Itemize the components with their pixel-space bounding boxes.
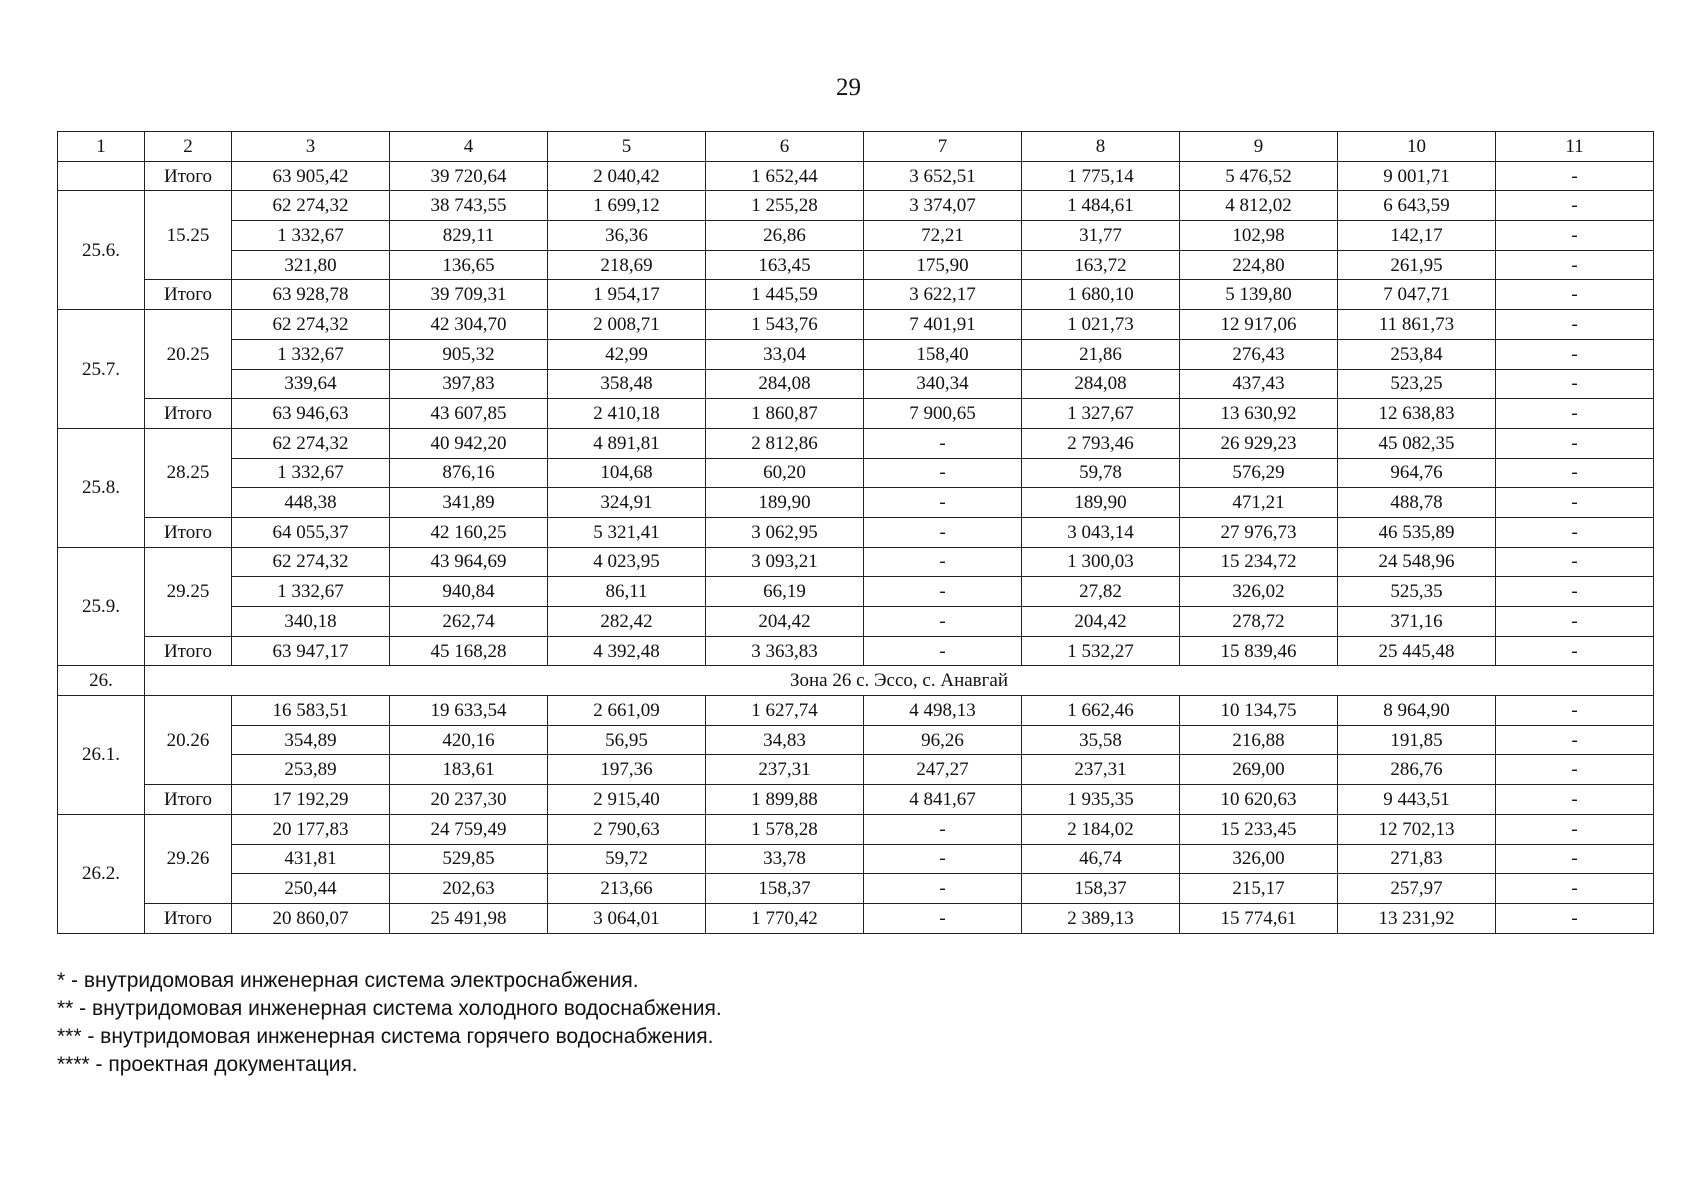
value-cell: - — [864, 547, 1022, 577]
value-cell: 431,81 — [232, 844, 390, 874]
value-cell: 45 168,28 — [390, 636, 548, 666]
value-cell: 25 445,48 — [1338, 636, 1496, 666]
value-cell: - — [1496, 517, 1654, 547]
table-row — [58, 547, 1654, 577]
value-cell: 247,27 — [864, 755, 1022, 785]
value-cell: 15 234,72 — [1180, 547, 1338, 577]
table-row — [58, 428, 1654, 458]
value-cell: 278,72 — [1180, 607, 1338, 637]
value-cell: 39 709,31 — [390, 280, 548, 310]
value-cell: 4 841,67 — [864, 785, 1022, 815]
value-cell: - — [1496, 399, 1654, 429]
value-cell: 56,95 — [548, 725, 706, 755]
value-cell: 2 040,42 — [548, 161, 706, 191]
table-row — [58, 339, 1654, 369]
column-number-cell: 6 — [706, 132, 864, 162]
table-row — [58, 814, 1654, 844]
value-cell: 1 770,42 — [706, 903, 864, 933]
value-cell: 216,88 — [1180, 725, 1338, 755]
value-cell: 321,80 — [232, 250, 390, 280]
value-cell: - — [864, 577, 1022, 607]
value-cell: 6 643,59 — [1338, 191, 1496, 221]
value-cell: 2 915,40 — [548, 785, 706, 815]
value-cell: 62 274,32 — [232, 428, 390, 458]
value-cell: - — [864, 517, 1022, 547]
value-cell: 59,78 — [1022, 458, 1180, 488]
value-cell: - — [1496, 814, 1654, 844]
value-cell: 86,11 — [548, 577, 706, 607]
value-cell: 1 300,03 — [1022, 547, 1180, 577]
value-cell: - — [1496, 339, 1654, 369]
value-cell: 20 177,83 — [232, 814, 390, 844]
value-cell: 62 274,32 — [232, 547, 390, 577]
value-cell: - — [864, 458, 1022, 488]
value-cell: 35,58 — [1022, 725, 1180, 755]
value-cell: 341,89 — [390, 488, 548, 518]
value-cell: 46 535,89 — [1338, 517, 1496, 547]
value-cell: 271,83 — [1338, 844, 1496, 874]
value-cell: 340,34 — [864, 369, 1022, 399]
value-cell: - — [1496, 785, 1654, 815]
value-cell: 158,37 — [1022, 874, 1180, 904]
table-row — [58, 250, 1654, 280]
value-cell: 45 082,35 — [1338, 428, 1496, 458]
value-cell: - — [1496, 874, 1654, 904]
value-cell: 104,68 — [548, 458, 706, 488]
value-cell: - — [1496, 161, 1654, 191]
footnotes — [57, 967, 722, 1079]
value-cell: 1 775,14 — [1022, 161, 1180, 191]
value-cell: 43 607,85 — [390, 399, 548, 429]
value-cell: 191,85 — [1338, 725, 1496, 755]
value-cell: 204,42 — [1022, 607, 1180, 637]
value-cell: 9 443,51 — [1338, 785, 1496, 815]
value-cell: 1 680,10 — [1022, 280, 1180, 310]
value-cell: - — [864, 814, 1022, 844]
value-cell: 25 491,98 — [390, 903, 548, 933]
value-cell: 59,72 — [548, 844, 706, 874]
value-cell: 63 946,63 — [232, 399, 390, 429]
item-number-cell: 25.9. — [58, 547, 145, 666]
value-cell: 1 662,46 — [1022, 696, 1180, 726]
value-cell: 4 392,48 — [548, 636, 706, 666]
value-cell: 15 233,45 — [1180, 814, 1338, 844]
column-number-cell: 2 — [145, 132, 232, 162]
value-cell: 326,02 — [1180, 577, 1338, 607]
value-cell: 42 160,25 — [390, 517, 548, 547]
value-cell: 4 812,02 — [1180, 191, 1338, 221]
value-cell: 2 661,09 — [548, 696, 706, 726]
column-number-cell: 1 — [58, 132, 145, 162]
total-row — [58, 636, 1654, 666]
value-cell: 1 935,35 — [1022, 785, 1180, 815]
value-cell: 284,08 — [706, 369, 864, 399]
value-cell: 33,78 — [706, 844, 864, 874]
value-cell: - — [864, 903, 1022, 933]
value-cell: 96,26 — [864, 725, 1022, 755]
value-cell: 1 332,67 — [232, 458, 390, 488]
value-cell: - — [1496, 280, 1654, 310]
value-cell: 371,16 — [1338, 607, 1496, 637]
value-cell: 529,85 — [390, 844, 548, 874]
value-cell: - — [1496, 428, 1654, 458]
value-cell: 11 861,73 — [1338, 310, 1496, 340]
total-row — [58, 517, 1654, 547]
value-cell: - — [1496, 844, 1654, 874]
value-cell: 15 839,46 — [1180, 636, 1338, 666]
value-cell: 1 532,27 — [1022, 636, 1180, 666]
value-cell: 1 699,12 — [548, 191, 706, 221]
item-number-cell: 25.8. — [58, 428, 145, 547]
value-cell: 63 905,42 — [232, 161, 390, 191]
value-cell: 31,77 — [1022, 221, 1180, 251]
value-cell: 1 899,88 — [706, 785, 864, 815]
value-cell: 26 929,23 — [1180, 428, 1338, 458]
value-cell: 261,95 — [1338, 250, 1496, 280]
table-row — [58, 488, 1654, 518]
value-cell: 7 401,91 — [864, 310, 1022, 340]
item-number-cell: 26.1. — [58, 696, 145, 815]
value-cell: 20 237,30 — [390, 785, 548, 815]
value-cell: - — [1496, 725, 1654, 755]
value-cell: 1 543,76 — [706, 310, 864, 340]
table-row — [58, 607, 1654, 637]
value-cell: 3 064,01 — [548, 903, 706, 933]
value-cell: 7 900,65 — [864, 399, 1022, 429]
value-cell: 471,21 — [1180, 488, 1338, 518]
value-cell: 60,20 — [706, 458, 864, 488]
value-cell: 63 947,17 — [232, 636, 390, 666]
value-cell: 2 008,71 — [548, 310, 706, 340]
value-cell: - — [1496, 903, 1654, 933]
page-number: 29 — [836, 74, 861, 101]
table-row — [58, 221, 1654, 251]
table-row — [58, 874, 1654, 904]
value-cell: 523,25 — [1338, 369, 1496, 399]
column-number-cell: 4 — [390, 132, 548, 162]
value-cell: - — [1496, 636, 1654, 666]
value-cell: 324,91 — [548, 488, 706, 518]
value-cell: 1 954,17 — [548, 280, 706, 310]
value-cell: 3 622,17 — [864, 280, 1022, 310]
value-cell: 576,29 — [1180, 458, 1338, 488]
value-cell: 829,11 — [390, 221, 548, 251]
value-cell: - — [864, 428, 1022, 458]
total-label-cell: Итого — [145, 399, 232, 429]
value-cell: 62 274,32 — [232, 310, 390, 340]
value-cell: 5 321,41 — [548, 517, 706, 547]
value-cell: 21,86 — [1022, 339, 1180, 369]
value-cell: 175,90 — [864, 250, 1022, 280]
value-cell: 1 332,67 — [232, 221, 390, 251]
value-cell: 189,90 — [706, 488, 864, 518]
value-cell: 39 720,64 — [390, 161, 548, 191]
empty-cell — [58, 161, 145, 191]
value-cell: 42 304,70 — [390, 310, 548, 340]
column-number-cell: 11 — [1496, 132, 1654, 162]
value-cell: 1 327,67 — [1022, 399, 1180, 429]
value-cell: 62 274,32 — [232, 191, 390, 221]
value-cell: 964,76 — [1338, 458, 1496, 488]
value-cell: 876,16 — [390, 458, 548, 488]
value-cell: 4 498,13 — [864, 696, 1022, 726]
value-cell: 905,32 — [390, 339, 548, 369]
value-cell: 158,37 — [706, 874, 864, 904]
total-label-cell: Итого — [145, 517, 232, 547]
zone-number-cell: 26. — [58, 666, 145, 696]
value-cell: 525,35 — [1338, 577, 1496, 607]
column-number-cell: 7 — [864, 132, 1022, 162]
table-row — [58, 696, 1654, 726]
value-cell: 354,89 — [232, 725, 390, 755]
value-cell: - — [864, 607, 1022, 637]
footnote-line: ** - внутридомовая инженерная система холодного водоснабжения. — [57, 997, 722, 1020]
value-cell: - — [1496, 577, 1654, 607]
value-cell: 358,48 — [548, 369, 706, 399]
value-cell: - — [1496, 755, 1654, 785]
value-cell: 282,42 — [548, 607, 706, 637]
cost-table — [57, 131, 1654, 934]
value-cell: 1 445,59 — [706, 280, 864, 310]
footnote-line: * - внутридомовая инженерная система электроснабжения. — [57, 969, 639, 992]
value-cell: 40 942,20 — [390, 428, 548, 458]
value-cell: 189,90 — [1022, 488, 1180, 518]
total-row — [58, 280, 1654, 310]
footnote-line: *** - внутридомовая инженерная система горячего водоснабжения. — [57, 1025, 714, 1048]
value-cell: 326,00 — [1180, 844, 1338, 874]
value-cell: - — [1496, 369, 1654, 399]
value-cell: 102,98 — [1180, 221, 1338, 251]
value-cell: 1 021,73 — [1022, 310, 1180, 340]
value-cell: 5 139,80 — [1180, 280, 1338, 310]
value-cell: 16 583,51 — [232, 696, 390, 726]
total-label-cell: Итого — [145, 161, 232, 191]
value-cell: 12 638,83 — [1338, 399, 1496, 429]
value-cell: 2 410,18 — [548, 399, 706, 429]
value-cell: 5 476,52 — [1180, 161, 1338, 191]
value-cell: 3 374,07 — [864, 191, 1022, 221]
table-row — [58, 369, 1654, 399]
item-code-cell: 29.25 — [145, 547, 232, 636]
value-cell: 42,99 — [548, 339, 706, 369]
value-cell: 27,82 — [1022, 577, 1180, 607]
value-cell: 437,43 — [1180, 369, 1338, 399]
value-cell: 3 043,14 — [1022, 517, 1180, 547]
item-code-cell: 15.25 — [145, 191, 232, 280]
value-cell: 66,19 — [706, 577, 864, 607]
value-cell: 1 332,67 — [232, 339, 390, 369]
total-row — [58, 161, 1654, 191]
value-cell: 13 231,92 — [1338, 903, 1496, 933]
value-cell: 250,44 — [232, 874, 390, 904]
value-cell: 339,64 — [232, 369, 390, 399]
value-cell: 3 363,83 — [706, 636, 864, 666]
value-cell: 202,63 — [390, 874, 548, 904]
value-cell: 1 332,67 — [232, 577, 390, 607]
value-cell: 1 652,44 — [706, 161, 864, 191]
value-cell: 262,74 — [390, 607, 548, 637]
value-cell: 13 630,92 — [1180, 399, 1338, 429]
value-cell: 3 062,95 — [706, 517, 864, 547]
value-cell: 27 976,73 — [1180, 517, 1338, 547]
item-code-cell: 28.25 — [145, 428, 232, 517]
value-cell: - — [1496, 458, 1654, 488]
value-cell: - — [1496, 191, 1654, 221]
value-cell: 940,84 — [390, 577, 548, 607]
value-cell: 286,76 — [1338, 755, 1496, 785]
value-cell: 197,36 — [548, 755, 706, 785]
value-cell: - — [1496, 696, 1654, 726]
value-cell: 2 793,46 — [1022, 428, 1180, 458]
column-number-cell: 5 — [548, 132, 706, 162]
table-row — [58, 844, 1654, 874]
value-cell: 158,40 — [864, 339, 1022, 369]
value-cell: 10 620,63 — [1180, 785, 1338, 815]
column-number-cell: 8 — [1022, 132, 1180, 162]
value-cell: 163,72 — [1022, 250, 1180, 280]
total-row — [58, 903, 1654, 933]
value-cell: 7 047,71 — [1338, 280, 1496, 310]
total-label-cell: Итого — [145, 785, 232, 815]
value-cell: 24 548,96 — [1338, 547, 1496, 577]
value-cell: 24 759,49 — [390, 814, 548, 844]
table-row — [58, 458, 1654, 488]
value-cell: 1 484,61 — [1022, 191, 1180, 221]
value-cell: 12 917,06 — [1180, 310, 1338, 340]
column-number-cell: 3 — [232, 132, 390, 162]
value-cell: 237,31 — [706, 755, 864, 785]
value-cell: 253,84 — [1338, 339, 1496, 369]
column-number-cell: 10 — [1338, 132, 1496, 162]
total-row — [58, 399, 1654, 429]
value-cell: 253,89 — [232, 755, 390, 785]
value-cell: 284,08 — [1022, 369, 1180, 399]
header-row — [58, 132, 1654, 162]
value-cell: 257,97 — [1338, 874, 1496, 904]
value-cell: 397,83 — [390, 369, 548, 399]
column-number-cell: 9 — [1180, 132, 1338, 162]
value-cell: 420,16 — [390, 725, 548, 755]
value-cell: 64 055,37 — [232, 517, 390, 547]
value-cell: - — [864, 874, 1022, 904]
value-cell: 36,36 — [548, 221, 706, 251]
value-cell: 269,00 — [1180, 755, 1338, 785]
value-cell: - — [1496, 547, 1654, 577]
value-cell: - — [1496, 310, 1654, 340]
value-cell: 3 093,21 — [706, 547, 864, 577]
value-cell: - — [1496, 250, 1654, 280]
item-number-cell: 25.7. — [58, 310, 145, 429]
value-cell: 20 860,07 — [232, 903, 390, 933]
value-cell: - — [864, 488, 1022, 518]
value-cell: 1 627,74 — [706, 696, 864, 726]
total-label-cell: Итого — [145, 903, 232, 933]
value-cell: 2 790,63 — [548, 814, 706, 844]
value-cell: 218,69 — [548, 250, 706, 280]
item-number-cell: 25.6. — [58, 191, 145, 310]
value-cell: 38 743,55 — [390, 191, 548, 221]
value-cell: 43 964,69 — [390, 547, 548, 577]
total-row — [58, 785, 1654, 815]
value-cell: 2 389,13 — [1022, 903, 1180, 933]
value-cell: 163,45 — [706, 250, 864, 280]
value-cell: 26,86 — [706, 221, 864, 251]
item-code-cell: 20.26 — [145, 696, 232, 785]
value-cell: 340,18 — [232, 607, 390, 637]
value-cell: 72,21 — [864, 221, 1022, 251]
total-label-cell: Итого — [145, 280, 232, 310]
value-cell: 224,80 — [1180, 250, 1338, 280]
value-cell: 276,43 — [1180, 339, 1338, 369]
value-cell: 488,78 — [1338, 488, 1496, 518]
value-cell: 33,04 — [706, 339, 864, 369]
value-cell: 183,61 — [390, 755, 548, 785]
value-cell: 34,83 — [706, 725, 864, 755]
value-cell: 213,66 — [548, 874, 706, 904]
zone-title-cell: Зона 26 с. Эссо, с. Анавгай — [145, 666, 1654, 696]
value-cell: - — [864, 636, 1022, 666]
item-number-cell: 26.2. — [58, 814, 145, 933]
footnote-line: **** - проектная документация. — [57, 1053, 358, 1076]
value-cell: 12 702,13 — [1338, 814, 1496, 844]
value-cell: 2 184,02 — [1022, 814, 1180, 844]
value-cell: 63 928,78 — [232, 280, 390, 310]
value-cell: 46,74 — [1022, 844, 1180, 874]
value-cell: 9 001,71 — [1338, 161, 1496, 191]
value-cell: 4 891,81 — [548, 428, 706, 458]
value-cell: 136,65 — [390, 250, 548, 280]
value-cell: - — [1496, 221, 1654, 251]
table-row — [58, 577, 1654, 607]
value-cell: 237,31 — [1022, 755, 1180, 785]
value-cell: 204,42 — [706, 607, 864, 637]
value-cell: 4 023,95 — [548, 547, 706, 577]
value-cell: 448,38 — [232, 488, 390, 518]
value-cell: 17 192,29 — [232, 785, 390, 815]
value-cell: - — [1496, 488, 1654, 518]
value-cell: 142,17 — [1338, 221, 1496, 251]
table-row — [58, 191, 1654, 221]
value-cell: 215,17 — [1180, 874, 1338, 904]
value-cell: 1 578,28 — [706, 814, 864, 844]
value-cell: 1 860,87 — [706, 399, 864, 429]
value-cell: 15 774,61 — [1180, 903, 1338, 933]
value-cell: - — [864, 844, 1022, 874]
item-code-cell: 20.25 — [145, 310, 232, 399]
value-cell: 3 652,51 — [864, 161, 1022, 191]
value-cell: 8 964,90 — [1338, 696, 1496, 726]
value-cell: 2 812,86 — [706, 428, 864, 458]
table-row — [58, 755, 1654, 785]
table-row — [58, 310, 1654, 340]
total-label-cell: Итого — [145, 636, 232, 666]
zone-row — [58, 666, 1654, 696]
value-cell: - — [1496, 607, 1654, 637]
value-cell: 10 134,75 — [1180, 696, 1338, 726]
value-cell: 19 633,54 — [390, 696, 548, 726]
table-row — [58, 725, 1654, 755]
value-cell: 1 255,28 — [706, 191, 864, 221]
item-code-cell: 29.26 — [145, 814, 232, 903]
